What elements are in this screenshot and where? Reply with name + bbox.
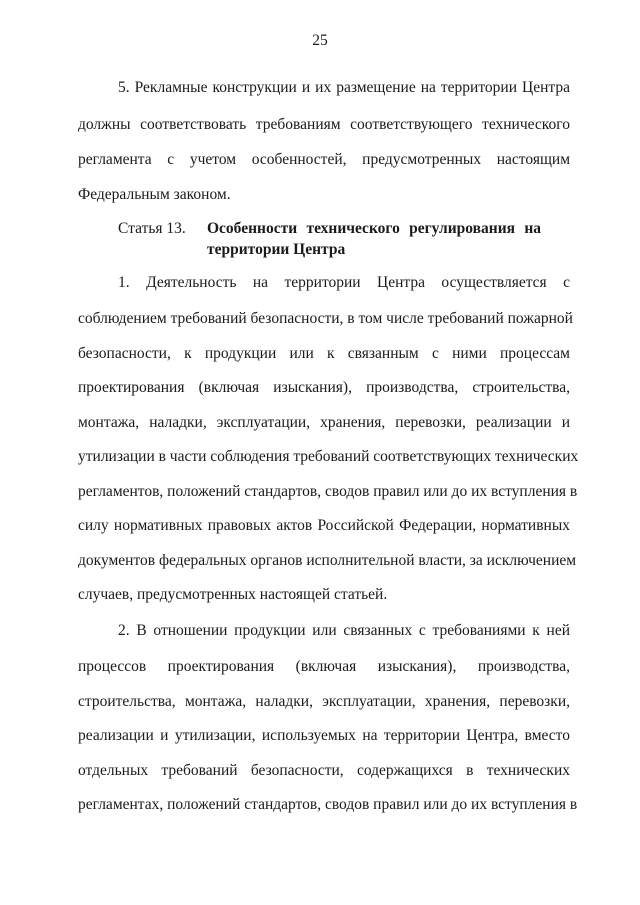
- paragraph-line: процессов проектирования (включая изыскания), производства,: [78, 658, 570, 675]
- paragraph-line: 5. Рекламные конструкции и их размещение на территории Центра: [118, 79, 570, 96]
- paragraph-line: безопасности, к продукции или к связанным с ними процессам: [78, 345, 570, 362]
- paragraph-line: силу нормативных правовых актов Российской Федерации, нормативных: [78, 517, 570, 534]
- page-number: 25: [312, 32, 328, 49]
- paragraph-line: строительства, монтажа, наладки, эксплуатации, хранения, перевозки,: [78, 693, 570, 710]
- paragraph-line: документов федеральных органов исполнительной власти, за исключением: [78, 552, 577, 569]
- paragraph-line: случаев, предусмотренных настоящей статьей.: [78, 586, 388, 603]
- paragraph-line: 2. В отношении продукции или связанных с требованиями к ней: [118, 622, 570, 639]
- paragraph-line: проектирования (включая изыскания), производства, строительства,: [78, 379, 570, 396]
- article-title-line: Особенности технического регулирования на: [207, 220, 541, 237]
- paragraph-line: соблюдением требований безопасности, в том числе требований пожарной: [78, 310, 573, 327]
- paragraph-line: регламентах, положений стандартов, сводов правил или до их вступления в: [78, 796, 578, 813]
- paragraph-line: монтажа, наладки, эксплуатации, хранения, перевозки, реализации и: [78, 414, 570, 431]
- article-title-line: территории Центра: [207, 241, 346, 258]
- paragraph-line: регламентов, положений стандартов, сводов правил или до их вступления в: [78, 483, 578, 500]
- article-label: Статья 13.: [118, 220, 186, 237]
- paragraph-line: утилизации в части соблюдения требований соответствующих технических: [78, 448, 579, 465]
- paragraph-line: регламента с учетом особенностей, предусмотренных настоящим: [78, 151, 570, 168]
- paragraph-line: Федеральным законом.: [78, 186, 231, 203]
- paragraph-line: отдельных требований безопасности, содержащихся в технических: [78, 762, 570, 779]
- paragraph-line: реализации и утилизации, используемых на территории Центра, вместо: [78, 727, 570, 744]
- paragraph-line: 1. Деятельность на территории Центра осуществляется с: [118, 274, 570, 291]
- paragraph-line: должны соответствовать требованиям соответствующего технического: [78, 116, 570, 133]
